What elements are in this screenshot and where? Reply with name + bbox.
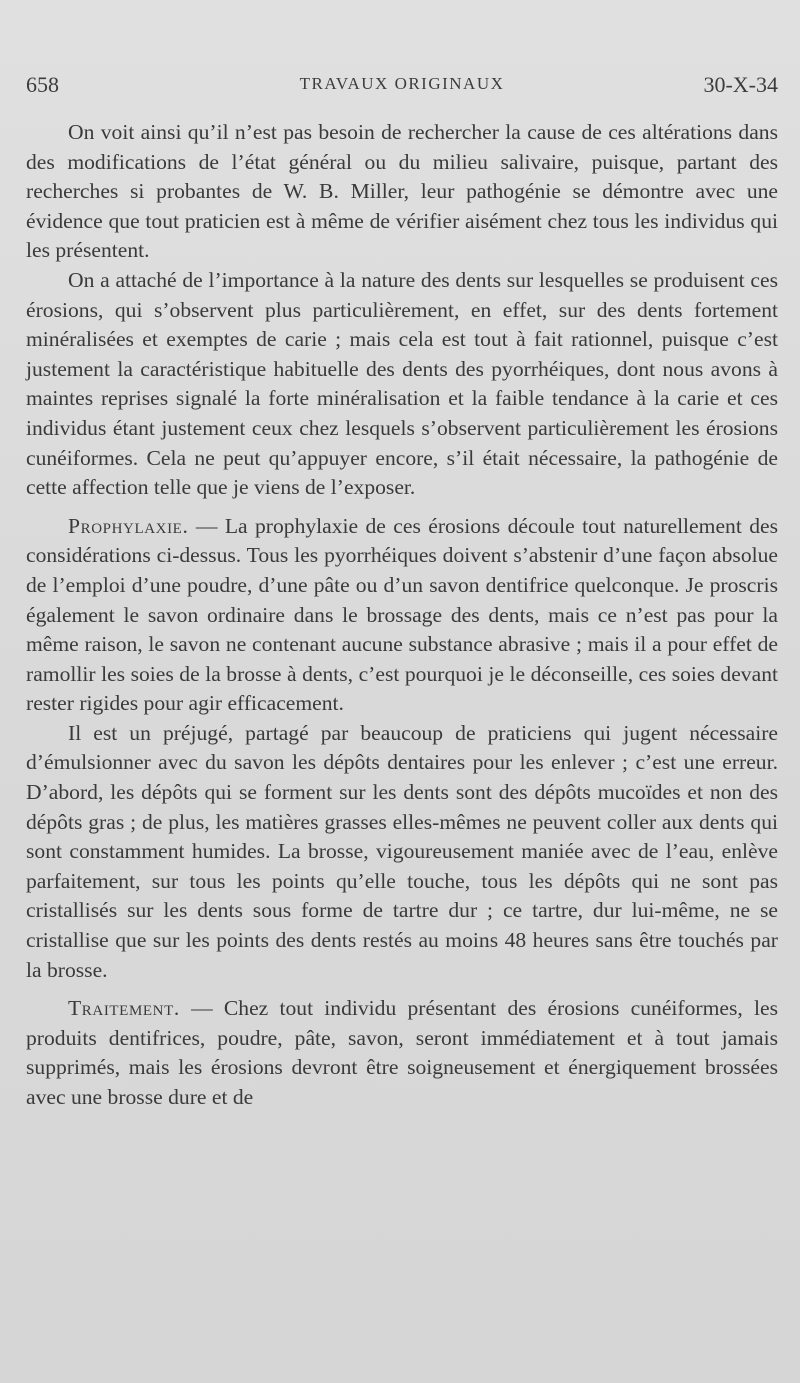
paragraph-text: On a attaché de l’importance à la nature des dents sur lesquelles se produisent ces érosions, qui s’observent plus particulièrement, en effet, sur des dents fortement minéralisées et exemptes de carie ; mais cela est tout à fait rationnel, puisque c’est justement la caractéristique habituelle des dents des pyorrhéiques, dont nous avons à maintes reprises signalé la forte minéralisation et la faible tendance à la carie et ces individus étant justement ceux chez lesquels s’observent particulièrement les érosions cunéiformes. Cela ne peut qu’appuyer encore, s’il était nécessaire, la pathogénie de cette affection telle que je viens de l’exposer. [26, 267, 778, 500]
section-lead: Traitement. [68, 996, 180, 1021]
issue-date: 30-X-34 [703, 72, 778, 97]
paragraph-text: On voit ainsi qu’il n’est pas besoin de rechercher la cause de ces altérations dans des modifications de l’état général ou du milieu salivaire, puisque, partant des recherches si probantes de W. B. Miller, leur pathogénie se démontre avec une évidence que tout praticien est à même de vérifier aisément chez tous les individus qui les présentent. [26, 120, 778, 263]
page-number: 658 [26, 72, 59, 97]
paragraph-2 [26, 266, 778, 503]
running-header [26, 72, 778, 100]
article-body [26, 118, 778, 1113]
paragraph-text: — Chez tout individu présentant des érosions cunéiformes, les produits dentifrices, poudre, pâte, savon, seront immédiatement et à tout jamais supprimés, mais les érosions devront être soigneusement et énergiquement brossées avec une brosse dure et de [26, 996, 778, 1109]
paragraph-text: — La prophylaxie de ces érosions découle tout naturellement des considérations ci-dessus. Tous les pyorrhéiques doivent s’abstenir d’une façon absolue de l’emploi d’une poudre, d’une pâte ou d’un savon dentifrice quelconque. Je proscris également le savon ordinaire dans le brossage des dents, mais ce n’est pas pour la même raison, le savon ne contenant aucune substance abrasive ; mais il a pour effet de ramollir les soies de la brosse à dents, c’est pourquoi je le déconseille, ces soies devant rester rigides pour agir efficacement. [26, 513, 778, 716]
paragraph-4 [26, 719, 778, 985]
paragraph-1 [26, 118, 778, 266]
section-lead: Prophylaxie. [68, 513, 189, 538]
paragraph-traitement [26, 994, 778, 1112]
paragraph-prophylaxie [26, 512, 778, 719]
paragraph-text: Il est un préjugé, partagé par beaucoup de praticiens qui jugent nécessaire d’émulsionner avec du savon les dépôts dentaires pour les enlever ; c’est une erreur. D’abord, les dépôts qui se forment sur les dents sont des dépôts mucoïdes et non des dépôts gras ; de plus, les matières grasses elles-mêmes ne peuvent coller aux dents qui sont constamment humides. La brosse, vigoureusement maniée avec de l’eau, enlève parfaitement, sur tous les points qu’elle touche, tous les dépôts qui ne sont pas cristallisés sur les dents sous forme de tartre dur ; ce tartre, dur lui-même, ne se cristallise que sur les points des dents restés au moins 48 heures sans être touchés par la brosse. [26, 720, 778, 982]
running-title: TRAVAUX ORIGINAUX [299, 74, 505, 93]
